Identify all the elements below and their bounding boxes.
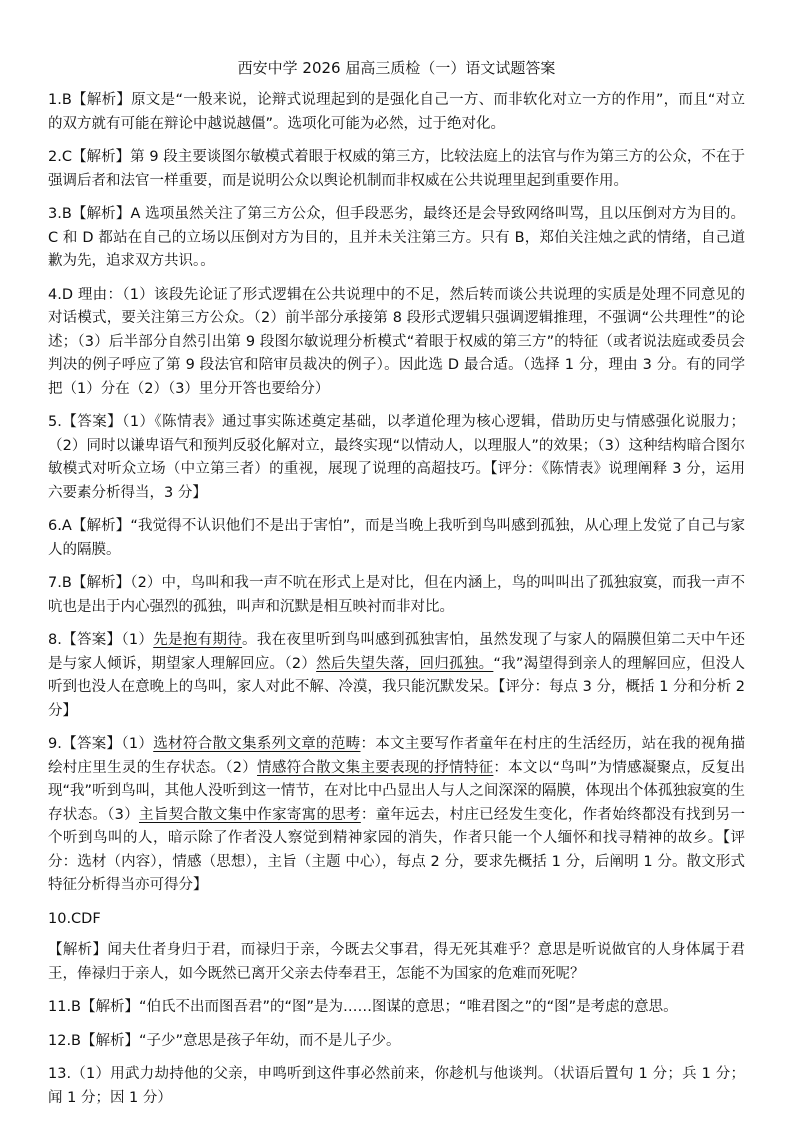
answer-item-11: 11.B【解析】“伯氏不出而图吾君”的“图”是为……图谋的意思；“唯君图之”的“图”是考虑的意思。 (48, 999, 678, 1015)
answer-item-6: 6.A【解析】“我觉得不认识他们不是出于害怕”，而是当晚上我听到鸟叫感到孤独，从心理上发觉了自己与家人的隔膜。 (48, 518, 745, 558)
answer-text: ：童年远去，村庄已经发生变化，作者始终都没有找到另一个听到鸟叫的人，暗示除了作者没人察觉到精神家园的消失，作者只能一个人缅怀和找寻精神的故乡。【评分：选材（内容），情感（思想），主旨（主题 中心），每点 2 分，要求先概括 1 分，后阐明 1 分。散文形式特征分析得当亦可得分】 (48, 806, 745, 893)
answer-text: ：本文主要写作者童年在村庄的生活经历，站在我的视角描绘村庄里生灵的生存状态。（2） (48, 736, 746, 776)
answer-key-point: 然后失望失落，回归孤独。 (316, 655, 494, 672)
answer-item-7: 7.B【解析】（2）中，鸟叫和我一声不吭在形式上是对比，但在内涵上，鸟的叫叫出了孤独寂寞，而我一声不吭也是出于内心强烈的孤独，叫声和沉默是相互映衬而非对比。 (48, 575, 745, 615)
answer-text: 。我在夜里听到鸟叫感到孤独害怕，虽然发现了与家人的隔膜但第二天中午还是与家人倾诉，期望家人理解回应。（2） (48, 632, 746, 672)
answer-key-point: 主旨契合散文集中作家寄寓的思考 (139, 806, 361, 823)
answer-item-13: 13.（1）用武力劫持他的父亲，申鸣听到这件事必然前来，你趁机与他谈判。（状语后置句 1 分；兵 1 分；闻 1 分；因 1 分） (48, 1066, 745, 1106)
answer-text: 9.【答案】（1） (48, 736, 154, 752)
answer-item-5: 5.【答案】（1）《陈情表》通过事实陈述奠定基础，以孝道伦理为核心逻辑，借助历史与情感强化说服力；（2）同时以谦卑语气和预判反驳化解对立，最终实现“以情动人，以理服人”的效果；（3）这种结构暗合图尔敏模式对听众立场（中立第三者）的重视，展现了说理的高超技巧。【评分：《陈情表》说理阐释 3 分，运用六要素分析得当，3 分】 (48, 414, 745, 501)
answer-text: 8.【答案】（1） (48, 632, 154, 648)
answer-item-1: 1.B【解析】原文是“一般来说，论辩式说理起到的是强化自己一方、而非软化对立一方的作用”，而且“对立的双方就有可能在辩论中越说越僵”。选项化可能为必然，过于绝对化。 (48, 92, 745, 132)
answer-key-point: 先是抱有期待 (153, 632, 243, 648)
answer-item-12: 12.B【解析】“子少”意思是孩子年幼，而不是儿子少。 (48, 1032, 401, 1049)
answer-item-2: 2.C【解析】第 9 段主要谈图尔敏模式着眼于权威的第三方，比较法庭上的法官与作为第三方的公众，不在于强调后者和法官一样重要，而是说明公众以舆论机制而非权威在公共说理里起到重要作用。 (48, 149, 745, 189)
answer-item-10: 10.CDF (48, 910, 101, 927)
page-title: 西安中学 2026 届高三质检（一）语文试题答案 (237, 59, 556, 77)
answer-item-8 (48, 629, 745, 723)
answer-item-10-analysis: 【解析】闻夫仕者身归于君，而禄归于亲，今既去父事君，得无死其难乎？意思是听说做官的人身体属于君王，俸禄归于亲人，如今既然已离开父亲去侍奉君王，怎能不为国家的危难而死呢？ (48, 942, 745, 982)
answer-text: “我”渴望得到亲人的理解回应，但没人听到也没人在意晚上的鸟叫，家人对此不解、冷漠，我只能沉默发呆。【评分：每点 3 分，概括 1 分和分析 2 分】 (48, 655, 745, 719)
answer-text: ：本文以“鸟叫”为情感凝聚点，反复出现“我”听到鸟叫，其他人没听到这一情节，在对比中凸显出人与人之间深深的隔膜，体现出个体孤独寂寞的生存状态。（3） (48, 759, 745, 823)
answer-item-4: 4.D 理由：（1）该段先论证了形式逻辑在公共说理中的不足，然后转而谈公共说理的实质是处理不同意见的对话模式，要关注第三方公众。（2）前半部分承接第 8 段形式逻辑只强调逻辑推理，不强调“公共理性”的论述；（3）后半部分自然引出第 9 段图尔敏说理分析模式“着眼于权威的第三方”的特征（或者说法庭或委员会判决的例子呼应了第 9 段法官和陪审员裁决的例子）。因此选 D 最合适。（选择 1 分，理由 3 分。有的同学把（1）分在（2）（3）里分开答也要给分） (48, 286, 745, 397)
answer-key-point: 情感符合散文集主要表现的抒情特征 (257, 759, 494, 776)
answer-item-3: 3.B【解析】A 选项虽然关注了第三方公众，但手段恶劣，最终还是会导致网络叫骂，且以压倒对方为目的。C 和 D 都站在自己的立场以压倒对方为目的，且并未关注第三方。只有 B，郑伯关注烛之武的情绪，自己道歉为先，追求双方共识。。 (48, 206, 745, 269)
answer-key-point: 选材符合散文集系列文章的范畴 (153, 736, 361, 752)
answer-item-9 (48, 733, 745, 898)
